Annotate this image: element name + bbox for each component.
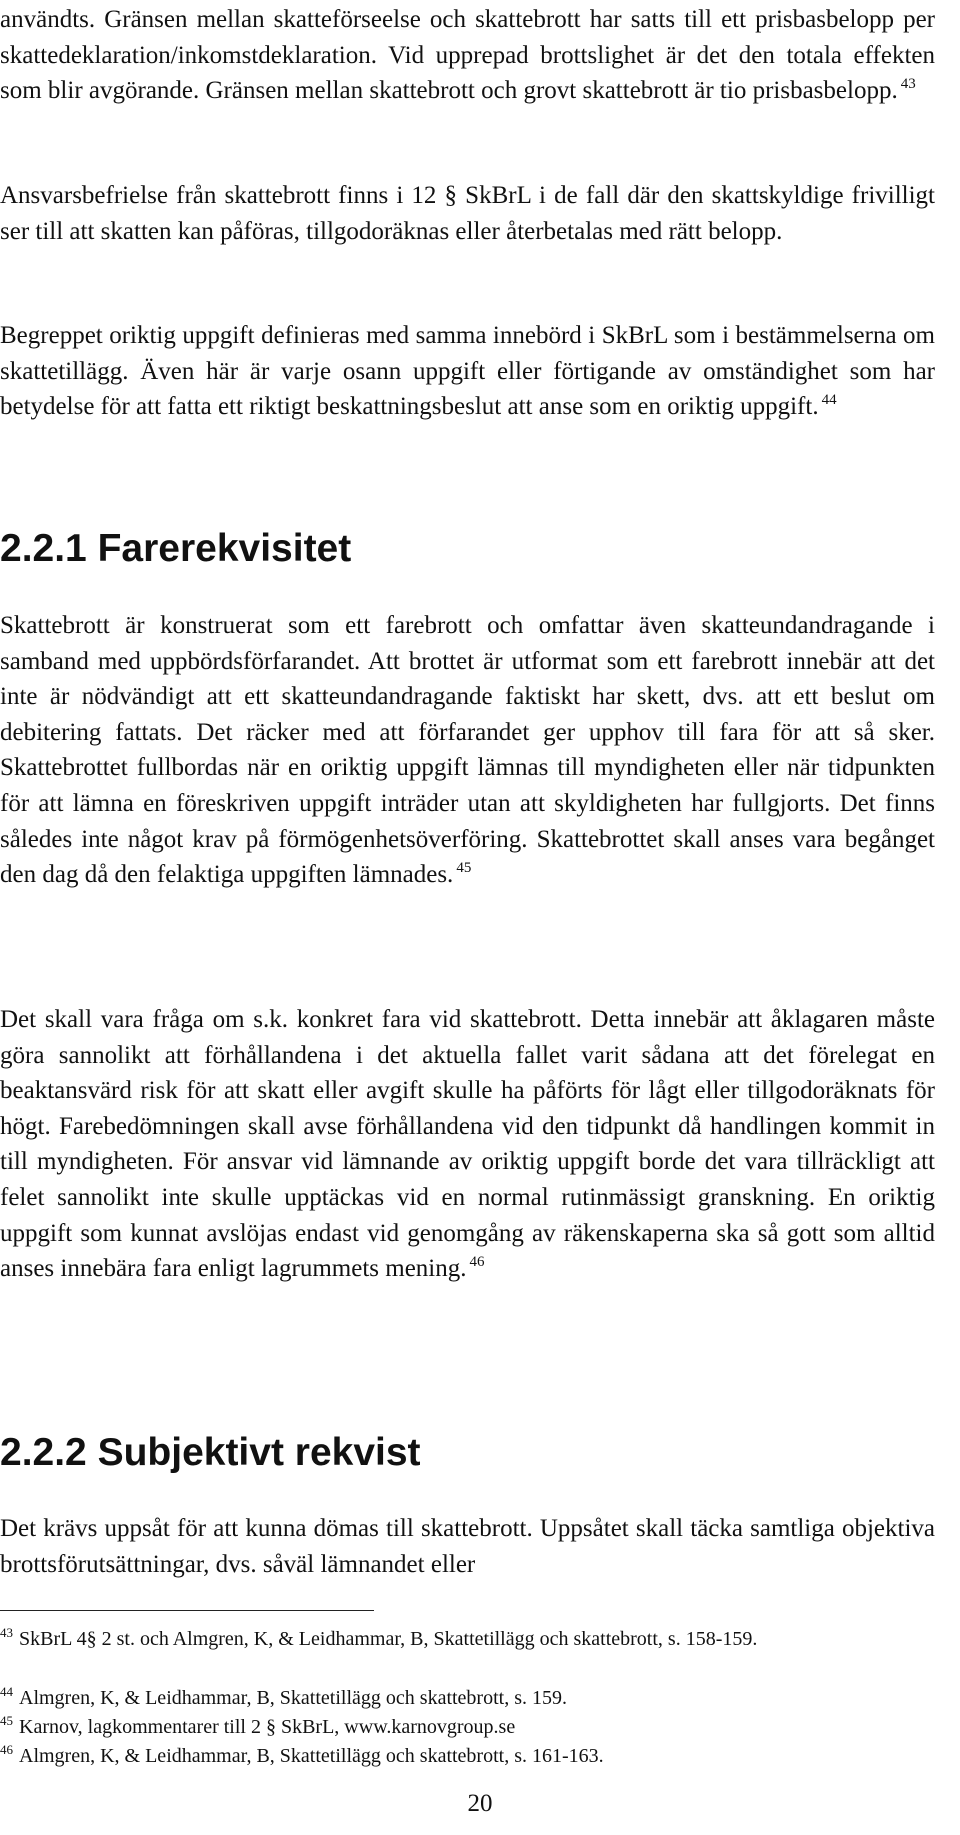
footnote-44: [0, 1684, 935, 1713]
paragraph-text: Det skall vara fråga om s.k. konkret fara vid skattebrott. Detta innebär att åklagaren måste göra sannolikt att förhållandena i det aktuella fallet varit sådana att det förelegat en beaktansvärd risk för att skatt eller avgift skulle ha påförts för lågt eller tillgodoräknats för högt. Farebedömningen skall avse förhållandena vid den tidpunkt då handlingen kommit in till myndigheten. För ansvar vid lämnande av oriktig uppgift borde det vara tillräckligt att felet sannolikt inte skulle upptäckas vid en normal rutinmässigt granskning. En oriktig uppgift som kunnat avslöjas endast vid genomgång av räkenskaperna ska så gott som alltid anses innebära fara enligt lagrummets mening.: [0, 1006, 935, 1283]
paragraph-farebrott: [0, 608, 935, 893]
footnote-text: SkBrL 4§ 2 st. och Almgren, K, & Leidhammar, B, Skattetillägg och skattebrott, s. 158-159.: [19, 1628, 758, 1650]
footnote-45: [0, 1713, 935, 1742]
footnote-text: Almgren, K, & Leidhammar, B, Skattetillägg och skattebrott, s. 161-163.: [19, 1745, 604, 1767]
paragraph-text: Ansvarsbefrielse från skattebrott finns i 12 § SkBrL i de fall där den skattskyldige frivilligt ser till att skatten kan påföras, tillgodoräknas eller återbetalas med rätt belopp.: [0, 182, 935, 245]
footnote-ref-44[interactable]: 44: [821, 392, 837, 409]
paragraph-uppsat: [0, 1511, 935, 1582]
paragraph-ansvarsbefrielse: [0, 178, 935, 249]
footnote-46: [0, 1742, 935, 1771]
footnote-separator: [0, 1610, 374, 1611]
footnote-number: 45: [0, 1713, 13, 1728]
footnote-number: 43: [0, 1625, 13, 1640]
paragraph-prisbasbelopp: [0, 2, 935, 109]
footnote-ref-46[interactable]: 46: [469, 1254, 485, 1271]
paragraph-text: Begreppet oriktig uppgift definieras med samma innebörd i SkBrL som i bestämmelserna om skattetillägg. Även här är varje osann uppgift eller förtigande av omständighet som har betydelse för att fatta ett riktigt beskattningsbeslut att anse som en oriktig uppgift.: [0, 322, 935, 421]
paragraph-konkret-fara: [0, 1002, 935, 1287]
paragraph-text: Skattebrott är konstruerat som ett farebrott och omfattar även skatteundandragande i samband med uppbördsförfarandet. Att brottet är utformat som ett farebrott innebär att det inte är nödvändigt att ett skatteundandragande faktiskt har skett, dvs. att ett beslut om debitering fattats. Det räcker med att förfarandet ger upphov till fara för att så sker. Skattebrottet fullbordas när en oriktig uppgift lämnas till myndigheten eller när tidpunkten för att lämna en föreskriven uppgift inträder utan att skyldigheten har fullgjorts. Det finns således inte något krav på förmögenhetsöverföring. Skattebrottet skall anses vara begånget den dag då den felaktiga uppgiften lämnades.: [0, 612, 935, 889]
footnote-ref-43[interactable]: 43: [900, 76, 916, 93]
paragraph-text: användts. Gränsen mellan skatteförseelse och skattebrott har satts till ett prisbasbelopp per skattedeklaration/inkomstdeklaration. Vid upprepad brottslighet är det den totala effekten som blir avgörande. Gränsen mellan skattebrott och grovt skattebrott är tio prisbasbelopp.: [0, 6, 935, 105]
section-heading-subjektivt-rekvist: 2.2.2 Subjektivt rekvist: [0, 1431, 421, 1474]
paragraph-text: Det krävs uppsåt för att kunna dömas till skattebrott. Uppsåtet skall täcka samtliga objektiva brottsförutsättningar, dvs. såväl lämnandet eller: [0, 1515, 935, 1578]
section-heading-farerekvisitet: 2.2.1 Farerekvisitet: [0, 527, 352, 570]
footnote-ref-45[interactable]: 45: [456, 860, 472, 877]
footnote-43: [0, 1625, 935, 1654]
footnote-number: 46: [0, 1742, 13, 1757]
footnote-number: 44: [0, 1684, 13, 1699]
footnote-text: Karnov, lagkommentarer till 2 § SkBrL, www.karnovgroup.se: [19, 1716, 516, 1738]
page-number: 20: [467, 1790, 493, 1817]
paragraph-oriktig-uppgift: [0, 318, 935, 425]
footnote-text: Almgren, K, & Leidhammar, B, Skattetillägg och skattebrott, s. 159.: [19, 1687, 567, 1709]
